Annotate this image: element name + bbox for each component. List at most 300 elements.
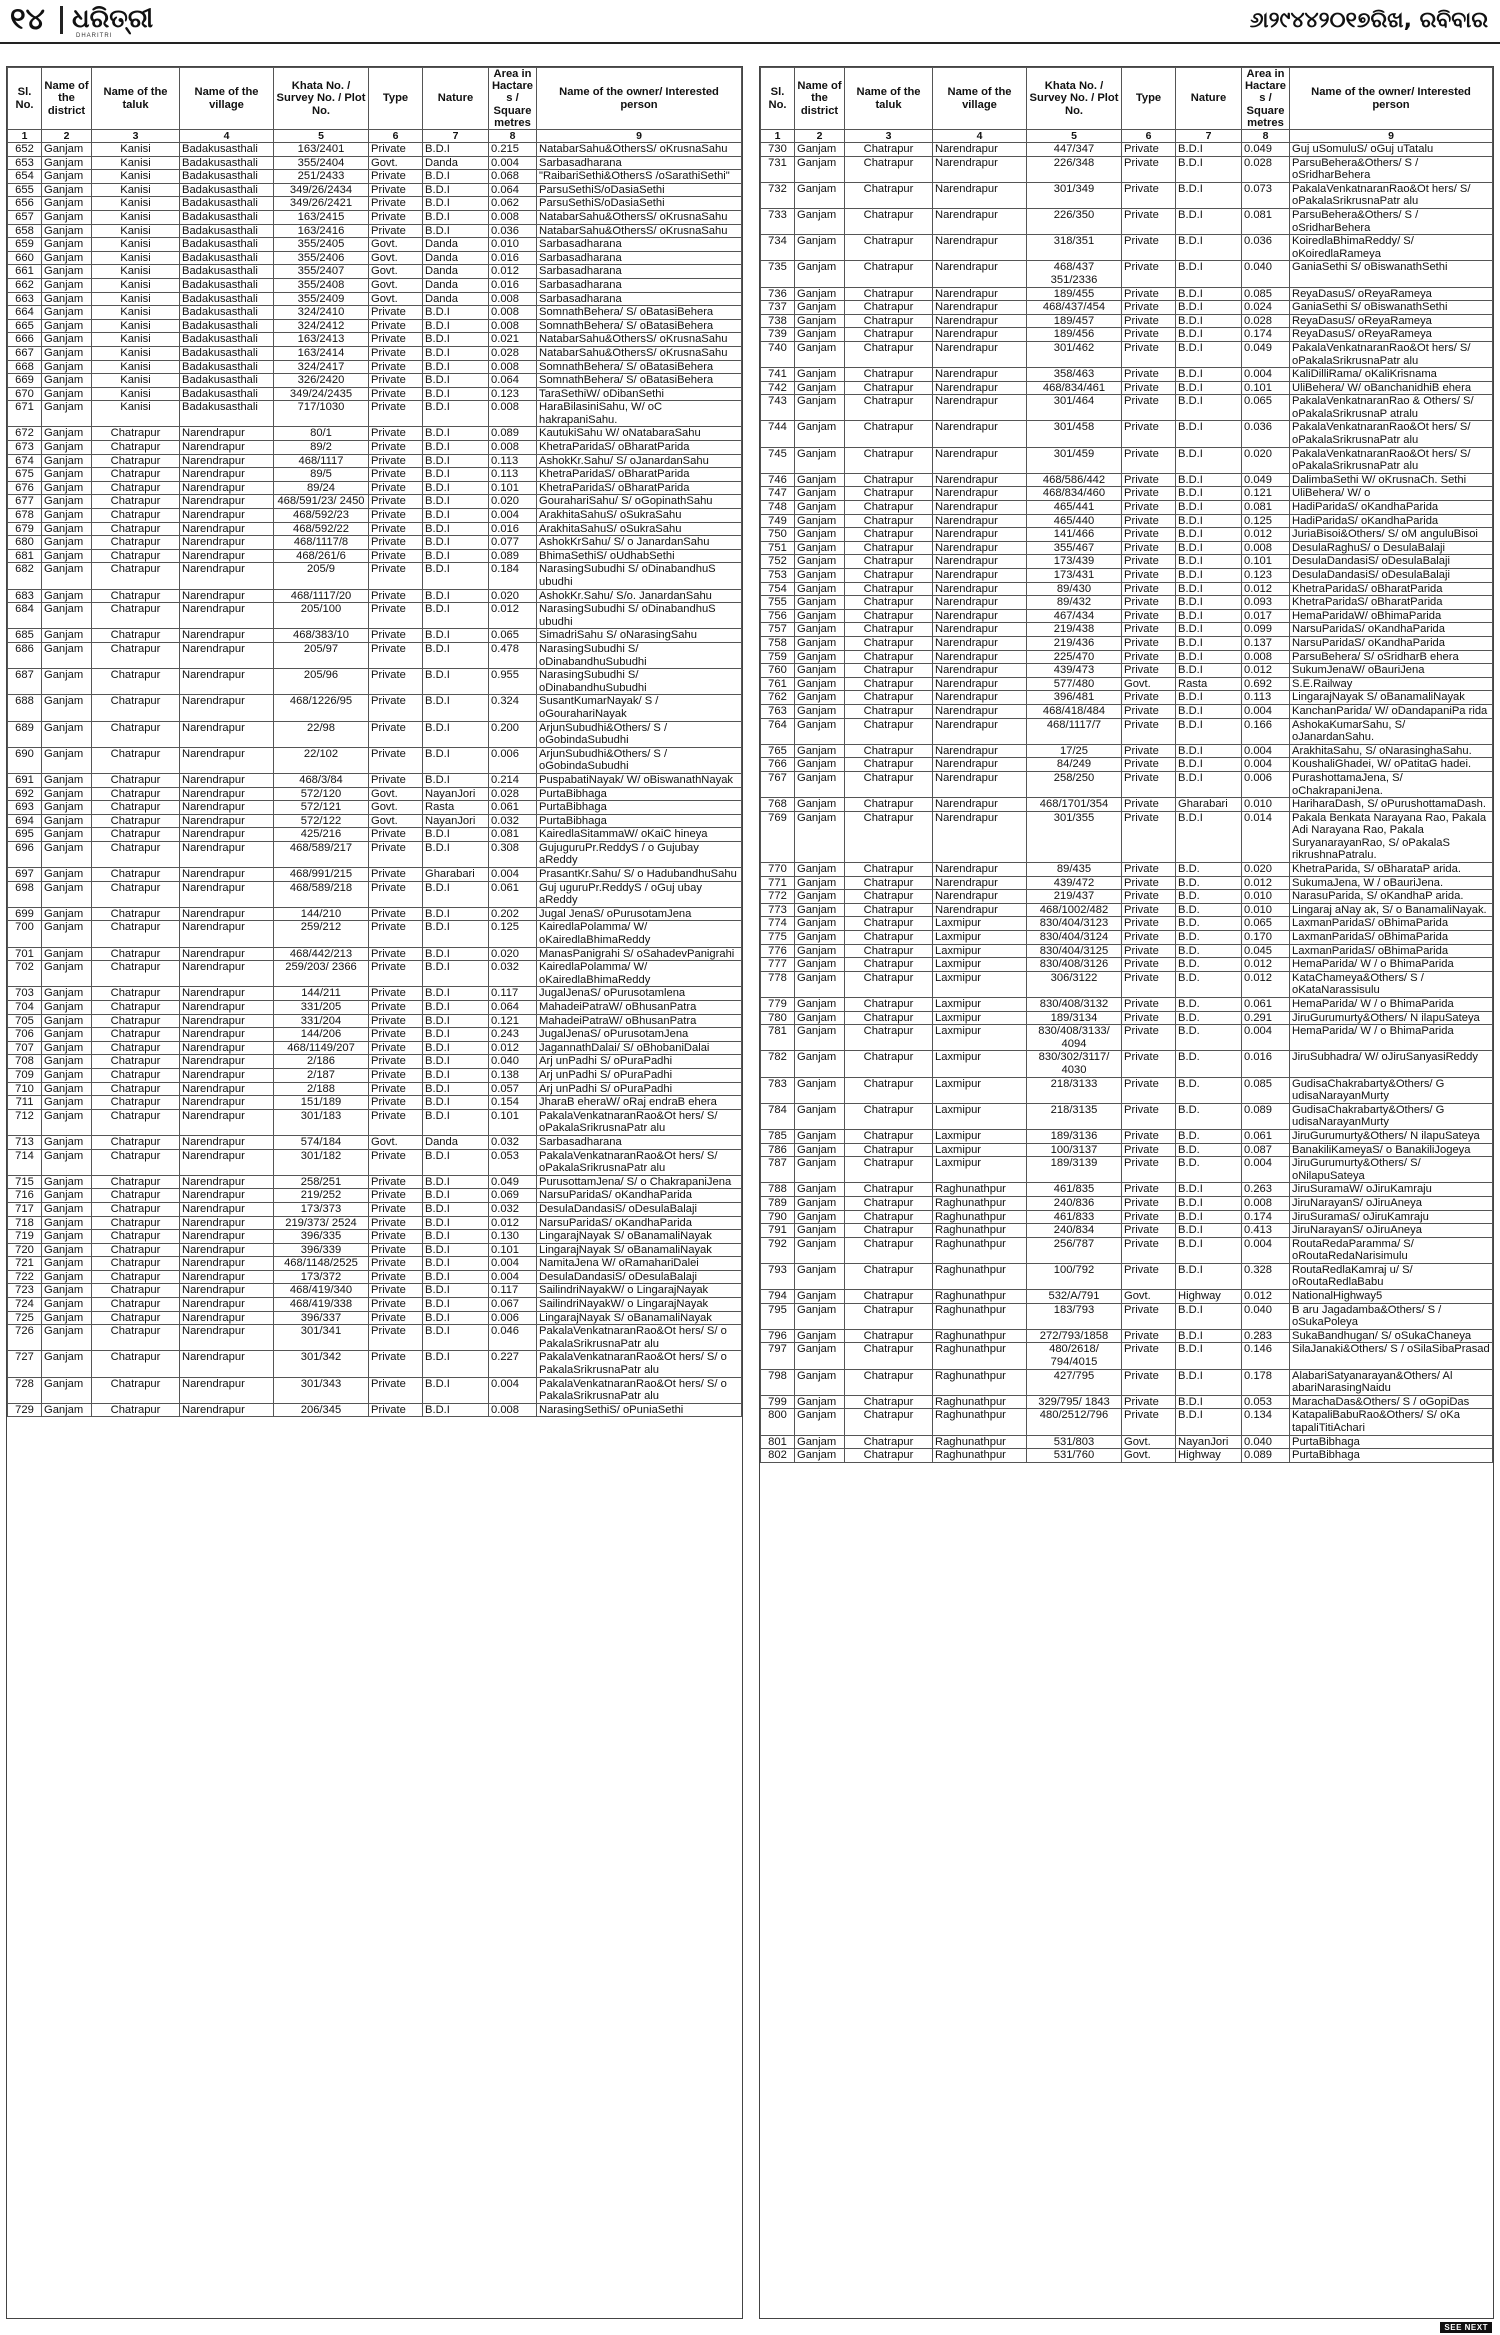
table-row: [8, 814, 742, 828]
cell-district: Ganjam: [42, 961, 92, 987]
table-row: [8, 495, 742, 509]
cell-taluk: Chatrapur: [845, 569, 933, 583]
cell-area: 0.040: [489, 1055, 537, 1069]
cell-area: 0.324: [489, 695, 537, 721]
cell-nature: B.D.: [1176, 944, 1242, 958]
cell-taluk: Chatrapur: [845, 1103, 933, 1129]
table-row: [8, 841, 742, 867]
cell-owner: LingarajNayak S/ oBanamaliNayak: [537, 1243, 742, 1257]
cell-sl-no: 730: [761, 143, 795, 157]
cell-owner: JharaB eheraW/ oRaj endraB ehera: [537, 1096, 742, 1110]
cell-owner: JiruGurumurty&Others/ N ilapuSateya: [1290, 1129, 1493, 1143]
cell-khata-survey-plot: 830/408/3133/ 4094: [1027, 1025, 1122, 1051]
cell-taluk: Chatrapur: [845, 235, 933, 261]
cell-khata-survey-plot: 173/372: [274, 1270, 369, 1284]
cell-village: Narendrapur: [933, 609, 1027, 623]
cell-village: Narendrapur: [180, 1270, 274, 1284]
cell-taluk: Chatrapur: [845, 958, 933, 972]
cell-area: 0.012: [489, 1041, 537, 1055]
cell-area: 0.065: [1242, 917, 1290, 931]
cell-village: Narendrapur: [180, 441, 274, 455]
cell-taluk: Kanisi: [92, 238, 180, 252]
cell-nature: B.D.I: [423, 1175, 489, 1189]
cell-owner: GujuguruPr.ReddyS / o Gujubay aReddy: [537, 841, 742, 867]
cell-type: Private: [369, 1284, 423, 1298]
cell-district: Ganjam: [42, 1149, 92, 1175]
table-row: [761, 1329, 1493, 1343]
cell-taluk: Kanisi: [92, 387, 180, 401]
cell-taluk: Chatrapur: [845, 677, 933, 691]
cell-nature: B.D.I: [423, 1230, 489, 1244]
cell-district: Ganjam: [795, 863, 845, 877]
cell-taluk: Chatrapur: [92, 481, 180, 495]
cell-village: Badakusasthali: [180, 183, 274, 197]
cell-nature: B.D.I: [1176, 1263, 1242, 1289]
cell-village: Narendrapur: [180, 536, 274, 550]
cell-area: 0.049: [1242, 473, 1290, 487]
cell-khata-survey-plot: 301/342: [274, 1351, 369, 1377]
cell-sl-no: 779: [761, 998, 795, 1012]
cell-nature: B.D.I: [423, 549, 489, 563]
cell-sl-no: 710: [8, 1082, 42, 1096]
cell-nature: NayanJori: [423, 814, 489, 828]
cell-taluk: Chatrapur: [845, 143, 933, 157]
cell-nature: B.D.I: [1176, 301, 1242, 315]
cell-village: Narendrapur: [180, 1175, 274, 1189]
cell-nature: B.D.I: [423, 907, 489, 921]
cell-sl-no: 665: [8, 319, 42, 333]
cell-khata-survey-plot: 256/787: [1027, 1237, 1122, 1263]
cell-khata-survey-plot: 355/2408: [274, 278, 369, 292]
table-row: [8, 1243, 742, 1257]
table-row: [761, 528, 1493, 542]
cell-owner: NationalHighway5: [1290, 1290, 1493, 1304]
cell-village: Narendrapur: [933, 143, 1027, 157]
table-row: [761, 156, 1493, 182]
cell-khata-survey-plot: 324/2417: [274, 360, 369, 374]
cell-village: Narendrapur: [933, 182, 1027, 208]
table-row: [761, 677, 1493, 691]
cell-area: 0.073: [1242, 182, 1290, 208]
cell-sl-no: 679: [8, 522, 42, 536]
cell-area: 0.061: [489, 801, 537, 815]
cell-district: Ganjam: [795, 569, 845, 583]
cell-owner: PurtaBibhaga: [1290, 1435, 1493, 1449]
cell-taluk: Chatrapur: [845, 395, 933, 421]
cell-nature: B.D.I: [1176, 235, 1242, 261]
cell-village: Narendrapur: [180, 881, 274, 907]
cell-type: Govt.: [369, 1135, 423, 1149]
cell-village: Narendrapur: [180, 495, 274, 509]
cell-village: Narendrapur: [933, 890, 1027, 904]
cell-nature: B.D.I: [423, 1216, 489, 1230]
table-row: [8, 1257, 742, 1271]
cell-type: Private: [1122, 664, 1176, 678]
cell-owner: KoushaliGhadei, W/ oPatitaG hadei.: [1290, 758, 1493, 772]
cell-nature: B.D.I: [423, 563, 489, 589]
cell-sl-no: 697: [8, 868, 42, 882]
column-number: 4: [933, 130, 1027, 143]
cell-area: 0.053: [1242, 1395, 1290, 1409]
cell-area: 0.036: [1242, 235, 1290, 261]
cell-khata-survey-plot: 355/2407: [274, 265, 369, 279]
cell-district: Ganjam: [795, 395, 845, 421]
table-row: [761, 1143, 1493, 1157]
cell-khata-survey-plot: 259/203/ 2366: [274, 961, 369, 987]
cell-area: 0.202: [489, 907, 537, 921]
cell-owner: SomnathBehera/ S/ oBatasiBehera: [537, 360, 742, 374]
cell-area: 0.174: [1242, 1210, 1290, 1224]
cell-khata-survey-plot: 272/793/1858: [1027, 1329, 1122, 1343]
cell-owner: S.E.Railway: [1290, 677, 1493, 691]
cell-khata-survey-plot: 468/1117/8: [274, 536, 369, 550]
cell-owner: DalimbaSethi W/ oKrusnaCh. Sethi: [1290, 473, 1493, 487]
cell-district: Ganjam: [42, 549, 92, 563]
cell-khata-survey-plot: 173/439: [1027, 555, 1122, 569]
cell-district: Ganjam: [795, 1237, 845, 1263]
cell-village: Narendrapur: [180, 961, 274, 987]
cell-owner: HadiParidaS/ oKandhaParida: [1290, 514, 1493, 528]
cell-area: 0.040: [1242, 1303, 1290, 1329]
cell-nature: B.D.I: [1176, 811, 1242, 862]
cell-sl-no: 795: [761, 1303, 795, 1329]
cell-owner: ArakhitaSahu, S/ oNarasinghaSahu.: [1290, 744, 1493, 758]
cell-taluk: Chatrapur: [845, 287, 933, 301]
table-row: [8, 1001, 742, 1015]
cell-area: 0.004: [1242, 1025, 1290, 1051]
cell-sl-no: 717: [8, 1202, 42, 1216]
cell-sl-no: 757: [761, 623, 795, 637]
cell-area: 0.008: [1242, 541, 1290, 555]
column-header-type: Type: [1122, 68, 1176, 130]
cell-khata-survey-plot: 468/1701/354: [1027, 798, 1122, 812]
cell-khata-survey-plot: 189/3139: [1027, 1157, 1122, 1183]
cell-district: Ganjam: [42, 1001, 92, 1015]
cell-district: Ganjam: [795, 609, 845, 623]
cell-khata-survey-plot: 84/249: [1027, 758, 1122, 772]
cell-owner: Sarbasadharana: [537, 265, 742, 279]
cell-nature: B.D.I: [1176, 650, 1242, 664]
cell-taluk: Kanisi: [92, 360, 180, 374]
cell-sl-no: 762: [761, 691, 795, 705]
cell-khata-survey-plot: 439/472: [1027, 876, 1122, 890]
cell-sl-no: 777: [761, 958, 795, 972]
cell-khata-survey-plot: 830/408/3126: [1027, 958, 1122, 972]
cell-owner: PurtaBibhaga: [1290, 1449, 1493, 1463]
cell-district: Ganjam: [795, 1143, 845, 1157]
cell-area: 0.227: [489, 1351, 537, 1377]
cell-area: 0.008: [489, 292, 537, 306]
cell-sl-no: 780: [761, 1011, 795, 1025]
cell-district: Ganjam: [795, 664, 845, 678]
cell-area: 0.004: [1242, 704, 1290, 718]
cell-nature: B.D.I: [1176, 1224, 1242, 1238]
cell-taluk: Kanisi: [92, 224, 180, 238]
cell-taluk: Chatrapur: [845, 208, 933, 234]
cell-khata-survey-plot: 89/24: [274, 481, 369, 495]
cell-khata-survey-plot: 468/1117/20: [274, 589, 369, 603]
cell-nature: B.D.I: [423, 522, 489, 536]
cell-type: Private: [369, 441, 423, 455]
cell-district: Ganjam: [795, 301, 845, 315]
cell-district: Ganjam: [795, 328, 845, 342]
column-header-owner: Name of the owner/ Interested person: [1290, 68, 1493, 130]
cell-district: Ganjam: [795, 998, 845, 1012]
cell-owner: KaliDilliRama/ oKaliKrisnama: [1290, 368, 1493, 382]
table-row: [761, 798, 1493, 812]
cell-nature: B.D.I: [1176, 487, 1242, 501]
cell-area: 0.046: [489, 1325, 537, 1351]
cell-type: Private: [1122, 1369, 1176, 1395]
cell-type: Private: [1122, 596, 1176, 610]
cell-khata-survey-plot: 89/5: [274, 468, 369, 482]
cell-area: 0.004: [1242, 758, 1290, 772]
cell-nature: B.D.I: [423, 1351, 489, 1377]
table-row: [761, 1409, 1493, 1435]
cell-village: Badakusasthali: [180, 170, 274, 184]
cell-village: Narendrapur: [180, 1189, 274, 1203]
cell-village: Laxmipur: [933, 998, 1027, 1012]
cell-village: Narendrapur: [933, 555, 1027, 569]
cell-village: Laxmipur: [933, 931, 1027, 945]
cell-nature: Danda: [423, 292, 489, 306]
cell-taluk: Chatrapur: [92, 947, 180, 961]
cell-type: Private: [369, 143, 423, 157]
cell-district: Ganjam: [42, 536, 92, 550]
cell-type: Private: [1122, 395, 1176, 421]
cell-area: 0.012: [489, 1216, 537, 1230]
cell-nature: B.D.I: [423, 441, 489, 455]
cell-taluk: Kanisi: [92, 156, 180, 170]
cell-owner: DesulaDandasiS/ oDesulaBalaji: [537, 1202, 742, 1216]
cell-type: Private: [369, 828, 423, 842]
cell-khata-survey-plot: 355/467: [1027, 541, 1122, 555]
cell-district: Ganjam: [42, 947, 92, 961]
cell-nature: B.D.I: [423, 1096, 489, 1110]
cell-nature: B.D.I: [1176, 314, 1242, 328]
cell-taluk: Chatrapur: [845, 1369, 933, 1395]
cell-type: Private: [1122, 182, 1176, 208]
cell-owner: Arj unPadhi S/ oPuraPadhi: [537, 1068, 742, 1082]
column-number: 9: [537, 130, 742, 143]
cell-area: 0.004: [1242, 368, 1290, 382]
cell-taluk: Chatrapur: [845, 890, 933, 904]
cell-owner: MahadeiPatraW/ oBhusanPatra: [537, 1014, 742, 1028]
cell-district: Ganjam: [795, 1224, 845, 1238]
cell-taluk: Kanisi: [92, 251, 180, 265]
cell-area: 0.004: [489, 1257, 537, 1271]
cell-village: Narendrapur: [933, 596, 1027, 610]
table-row: [8, 319, 742, 333]
cell-owner: JugalJenaS/ oPurusotamlena: [537, 987, 742, 1001]
cell-nature: B.D.I: [423, 1082, 489, 1096]
cell-village: Narendrapur: [180, 1403, 274, 1417]
cell-nature: B.D.I: [1176, 609, 1242, 623]
cell-taluk: Chatrapur: [92, 1096, 180, 1110]
cell-type: Private: [369, 360, 423, 374]
cell-sl-no: 727: [8, 1351, 42, 1377]
cell-village: Narendrapur: [180, 563, 274, 589]
cell-nature: B.D.I: [1176, 771, 1242, 797]
cell-owner: PakalaVenkatnaranRao&Ot hers/ S/ oPakalaSrikrusnaPatr alu: [1290, 341, 1493, 367]
cell-owner: SimadriSahu S/ oNarasingSahu: [537, 629, 742, 643]
table-row: [8, 1230, 742, 1244]
cell-district: Ganjam: [42, 143, 92, 157]
cell-district: Ganjam: [795, 1103, 845, 1129]
cell-sl-no: 677: [8, 495, 42, 509]
cell-owner: SilaJanaki&Others/ S / oSilaSibaPrasad: [1290, 1343, 1493, 1369]
cell-village: Laxmipur: [933, 944, 1027, 958]
table-row: [761, 1237, 1493, 1263]
cell-nature: B.D.: [1176, 1051, 1242, 1077]
cell-sl-no: 715: [8, 1175, 42, 1189]
cell-owner: Lingaraj aNay ak, S/ o BanamaliNayak.: [1290, 903, 1493, 917]
cell-area: 0.099: [1242, 623, 1290, 637]
cell-taluk: Chatrapur: [845, 798, 933, 812]
cell-owner: PakalaVenkatnaranRao&Ot hers/ S/ oPakalaSrikrusnaPatr alu: [537, 1149, 742, 1175]
cell-sl-no: 703: [8, 987, 42, 1001]
cell-type: Private: [369, 197, 423, 211]
table-row: [761, 287, 1493, 301]
cell-khata-survey-plot: 572/121: [274, 801, 369, 815]
cell-nature: B.D.I: [1176, 636, 1242, 650]
column-number-row: [8, 130, 742, 143]
cell-district: Ganjam: [795, 341, 845, 367]
cell-sl-no: 794: [761, 1290, 795, 1304]
cell-sl-no: 722: [8, 1270, 42, 1284]
cell-taluk: Chatrapur: [845, 596, 933, 610]
cell-area: 0.089: [489, 427, 537, 441]
table-row: [8, 1055, 742, 1069]
cell-village: Raghunathpur: [933, 1237, 1027, 1263]
cell-taluk: Chatrapur: [845, 1183, 933, 1197]
cell-district: Ganjam: [42, 292, 92, 306]
cell-taluk: Kanisi: [92, 143, 180, 157]
cell-type: Private: [369, 549, 423, 563]
cell-taluk: Kanisi: [92, 333, 180, 347]
cell-khata-survey-plot: 251/2433: [274, 170, 369, 184]
cell-area: 0.101: [489, 481, 537, 495]
cell-sl-no: 713: [8, 1135, 42, 1149]
cell-area: 0.067: [489, 1298, 537, 1312]
cell-type: Private: [369, 1149, 423, 1175]
cell-district: Ganjam: [795, 1210, 845, 1224]
cell-sl-no: 720: [8, 1243, 42, 1257]
cell-taluk: Chatrapur: [92, 549, 180, 563]
cell-district: Ganjam: [42, 841, 92, 867]
cell-district: Ganjam: [42, 868, 92, 882]
table-row: [8, 224, 742, 238]
cell-area: 0.089: [1242, 1449, 1290, 1463]
cell-area: 0.064: [489, 374, 537, 388]
cell-khata-survey-plot: 205/97: [274, 642, 369, 668]
cell-taluk: Chatrapur: [92, 629, 180, 643]
cell-owner: NatabarSahu&OthersS/ oKrusnaSahu: [537, 224, 742, 238]
cell-type: Govt.: [369, 251, 423, 265]
cell-area: 0.134: [1242, 1409, 1290, 1435]
cell-owner: Arj unPadhi S/ oPuraPadhi: [537, 1055, 742, 1069]
column-header-owner: Name of the owner/ Interested person: [537, 68, 742, 130]
cell-khata-survey-plot: 144/211: [274, 987, 369, 1001]
column-header-area: Area in Hactares / Square metres: [489, 68, 537, 130]
cell-nature: B.D.: [1176, 903, 1242, 917]
cell-taluk: Chatrapur: [845, 609, 933, 623]
cell-type: Private: [1122, 876, 1176, 890]
cell-khata-survey-plot: 396/337: [274, 1311, 369, 1325]
cell-khata-survey-plot: 225/470: [1027, 650, 1122, 664]
cell-sl-no: 744: [761, 421, 795, 447]
cell-owner: KhetraParidaS/ oBharatParida: [537, 441, 742, 455]
cell-type: Private: [1122, 609, 1176, 623]
cell-village: Narendrapur: [180, 1230, 274, 1244]
cell-sl-no: 771: [761, 876, 795, 890]
table-row: [761, 931, 1493, 945]
cell-taluk: Chatrapur: [92, 1325, 180, 1351]
cell-taluk: Chatrapur: [845, 1157, 933, 1183]
cell-nature: B.D.I: [423, 603, 489, 629]
table-row: [8, 801, 742, 815]
cell-khata-survey-plot: 574/184: [274, 1135, 369, 1149]
cell-village: Raghunathpur: [933, 1435, 1027, 1449]
cell-district: Ganjam: [42, 481, 92, 495]
cell-sl-no: 709: [8, 1068, 42, 1082]
cell-type: Govt.: [369, 238, 423, 252]
cell-area: 0.016: [489, 522, 537, 536]
cell-type: Private: [369, 1189, 423, 1203]
cell-district: Ganjam: [42, 1311, 92, 1325]
cell-district: Ganjam: [795, 876, 845, 890]
cell-village: Narendrapur: [180, 642, 274, 668]
cell-sl-no: 680: [8, 536, 42, 550]
cell-area: 0.081: [1242, 208, 1290, 234]
cell-area: 0.123: [1242, 569, 1290, 583]
cell-village: Raghunathpur: [933, 1409, 1027, 1435]
cell-type: Private: [1122, 623, 1176, 637]
cell-sl-no: 745: [761, 447, 795, 473]
cell-khata-survey-plot: 355/2406: [274, 251, 369, 265]
cell-type: Private: [369, 224, 423, 238]
cell-owner: ArakhitaSahuS/ oSukraSahu: [537, 509, 742, 523]
cell-area: 0.032: [489, 1135, 537, 1149]
cell-nature: B.D.I: [423, 721, 489, 747]
cell-taluk: Chatrapur: [845, 555, 933, 569]
cell-area: 0.045: [1242, 944, 1290, 958]
cell-village: Narendrapur: [933, 395, 1027, 421]
cell-taluk: Chatrapur: [845, 876, 933, 890]
cell-district: Ganjam: [795, 1343, 845, 1369]
cell-sl-no: 767: [761, 771, 795, 797]
cell-nature: NayanJori: [423, 787, 489, 801]
column-header-khata-survey-plot: Khata No. / Survey No. / Plot No.: [274, 68, 369, 130]
cell-khata-survey-plot: 577/480: [1027, 677, 1122, 691]
cell-district: Ganjam: [795, 421, 845, 447]
cell-nature: Gharabari: [1176, 798, 1242, 812]
cell-taluk: Chatrapur: [92, 427, 180, 441]
cell-type: Private: [1122, 903, 1176, 917]
cell-district: Ganjam: [795, 596, 845, 610]
cell-khata-survey-plot: 240/834: [1027, 1224, 1122, 1238]
cell-khata-survey-plot: 830/302/3117/ 4030: [1027, 1051, 1122, 1077]
cell-sl-no: 775: [761, 931, 795, 945]
cell-district: Ganjam: [42, 210, 92, 224]
cell-type: Private: [369, 319, 423, 333]
cell-area: 0.012: [1242, 971, 1290, 997]
cell-area: 0.032: [489, 961, 537, 987]
cell-nature: B.D.I: [423, 773, 489, 787]
cell-village: Laxmipur: [933, 1103, 1027, 1129]
column-number: 1: [8, 130, 42, 143]
cell-sl-no: 712: [8, 1109, 42, 1135]
